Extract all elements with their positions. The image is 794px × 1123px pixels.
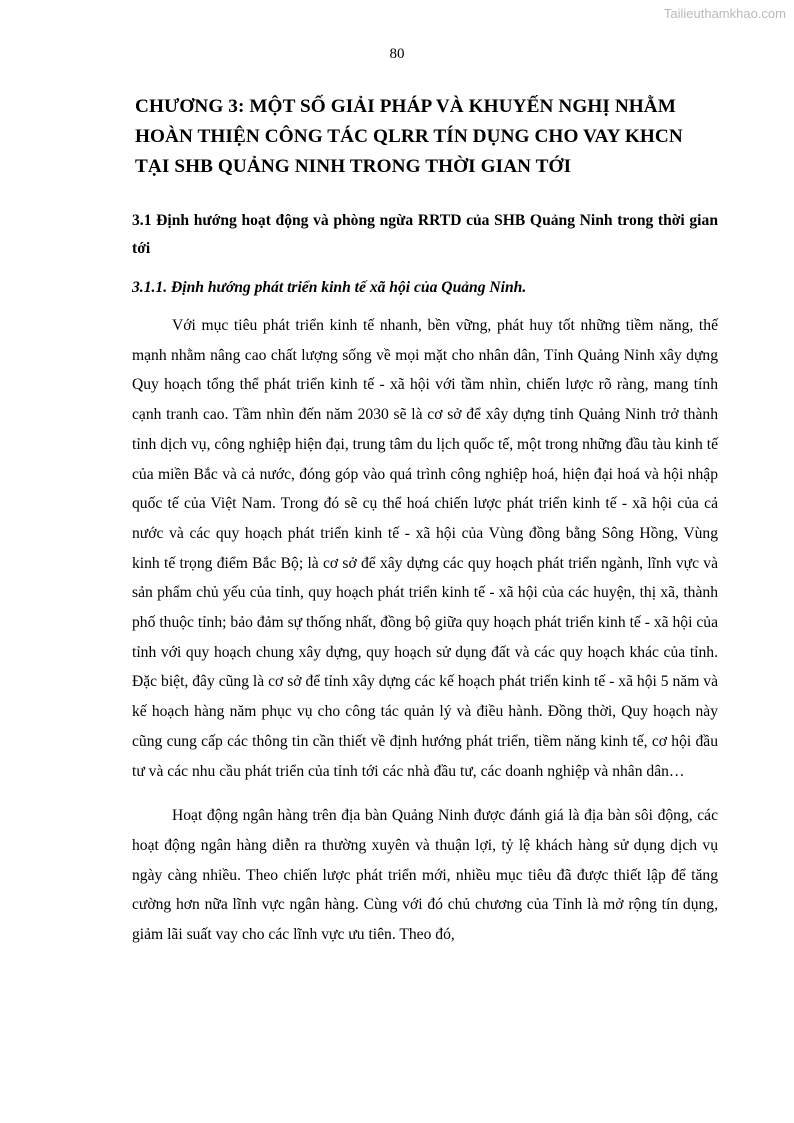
body-paragraph: Với mục tiêu phát triển kinh tế nhanh, bền vững, phát huy tốt những tiềm năng, thế mạnh nhằm nâng cao chất lượng sống về mọi mặt cho nhân dân, Tỉnh Quảng Ninh xây dựng Quy hoạch tổng thể phát triển kinh tế - xã hội với tầm nhìn, chiến lược rõ ràng, mang tính cạnh tranh cao. Tầm nhìn đến năm 2030 sẽ là cơ sở để xây dựng tỉnh Quảng Ninh trở thành tỉnh dịch vụ, công nghiệp hiện đại, trung tâm du lịch quốc tế, một trong những đầu tàu kinh tế của miền Bắc và cả nước, đóng góp vào quá trình công nghiệp hoá, hiện đại hoá và hội nhập quốc tế của Việt Nam. Trong đó sẽ cụ thể hoá chiến lược phát triển kinh tế - xã hội của cả nước và các quy hoạch phát triển kinh tế - xã hội của Vùng đồng bằng Sông Hồng, Vùng kinh tế trọng điểm Bắc Bộ; là cơ sở để xây dựng các quy hoạch phát triển ngành, lĩnh vực và sản phẩm chủ yếu của tỉnh, quy hoạch phát triển kinh tế - xã hội của các huyện, thị xã, thành phố thuộc tỉnh; bảo đảm sự thống nhất, đồng bộ giữa quy hoạch phát triển kinh tế - xã hội của tỉnh với quy hoạch chung xây dựng, quy hoạch sử dụng đất và các quy hoạch khác của tỉnh. Đặc biệt, đây cũng là cơ sở để tỉnh xây dựng các kế hoạch phát triển kinh tế - xã hội 5 năm và kế hoạch hàng năm phục vụ cho công tác quản lý và điều hành. Đồng thời, Quy hoạch này cũng cung cấp các thông tin cần thiết về định hướng phát triển, tiềm năng kinh tế, cơ hội đầu tư và các nhu cầu phát triển của tỉnh tới các nhà đầu tư, các doanh nghiệp và nhân dân… xyxy=(132,317,718,780)
watermark: Tailieuthamkhao.com xyxy=(663,6,786,21)
chapter-title: CHƯƠNG 3: MỘT SỐ GIẢI PHÁP VÀ KHUYẾN NGHỊ NHẰM HOÀN THIỆN CÔNG TÁC QLRR TÍN DỤNG CHO VAY KHCN TẠI SHB QUẢNG NINH TRONG THỜI GIAN TỚI xyxy=(135,96,683,177)
body-paragraph: Hoạt động ngân hàng trên địa bàn Quảng Ninh được đánh giá là địa bàn sôi động, các hoạt động ngân hàng diễn ra thường xuyên và thuận lợi, tỷ lệ khách hàng sử dụng dịch vụ ngày càng nhiều. Theo chiến lược phát triển mới, nhiều mục tiêu đã được thiết lập để tăng cường hơn nữa lĩnh vực ngân hàng. Cùng với đó chủ chương của Tỉnh là mở rộng tín dụng, giảm lãi suất vay cho các lĩnh vực ưu tiên. Theo đó, xyxy=(132,807,718,944)
section-heading: 3.1 Định hướng hoạt động và phòng ngừa RRTD của SHB Quảng Ninh trong thời gian tới xyxy=(132,212,718,257)
document-body xyxy=(132,92,718,950)
page-number: 80 xyxy=(389,46,405,62)
subsection-heading: 3.1.1. Định hướng phát triển kinh tế xã hội của Quảng Ninh. xyxy=(132,279,527,296)
